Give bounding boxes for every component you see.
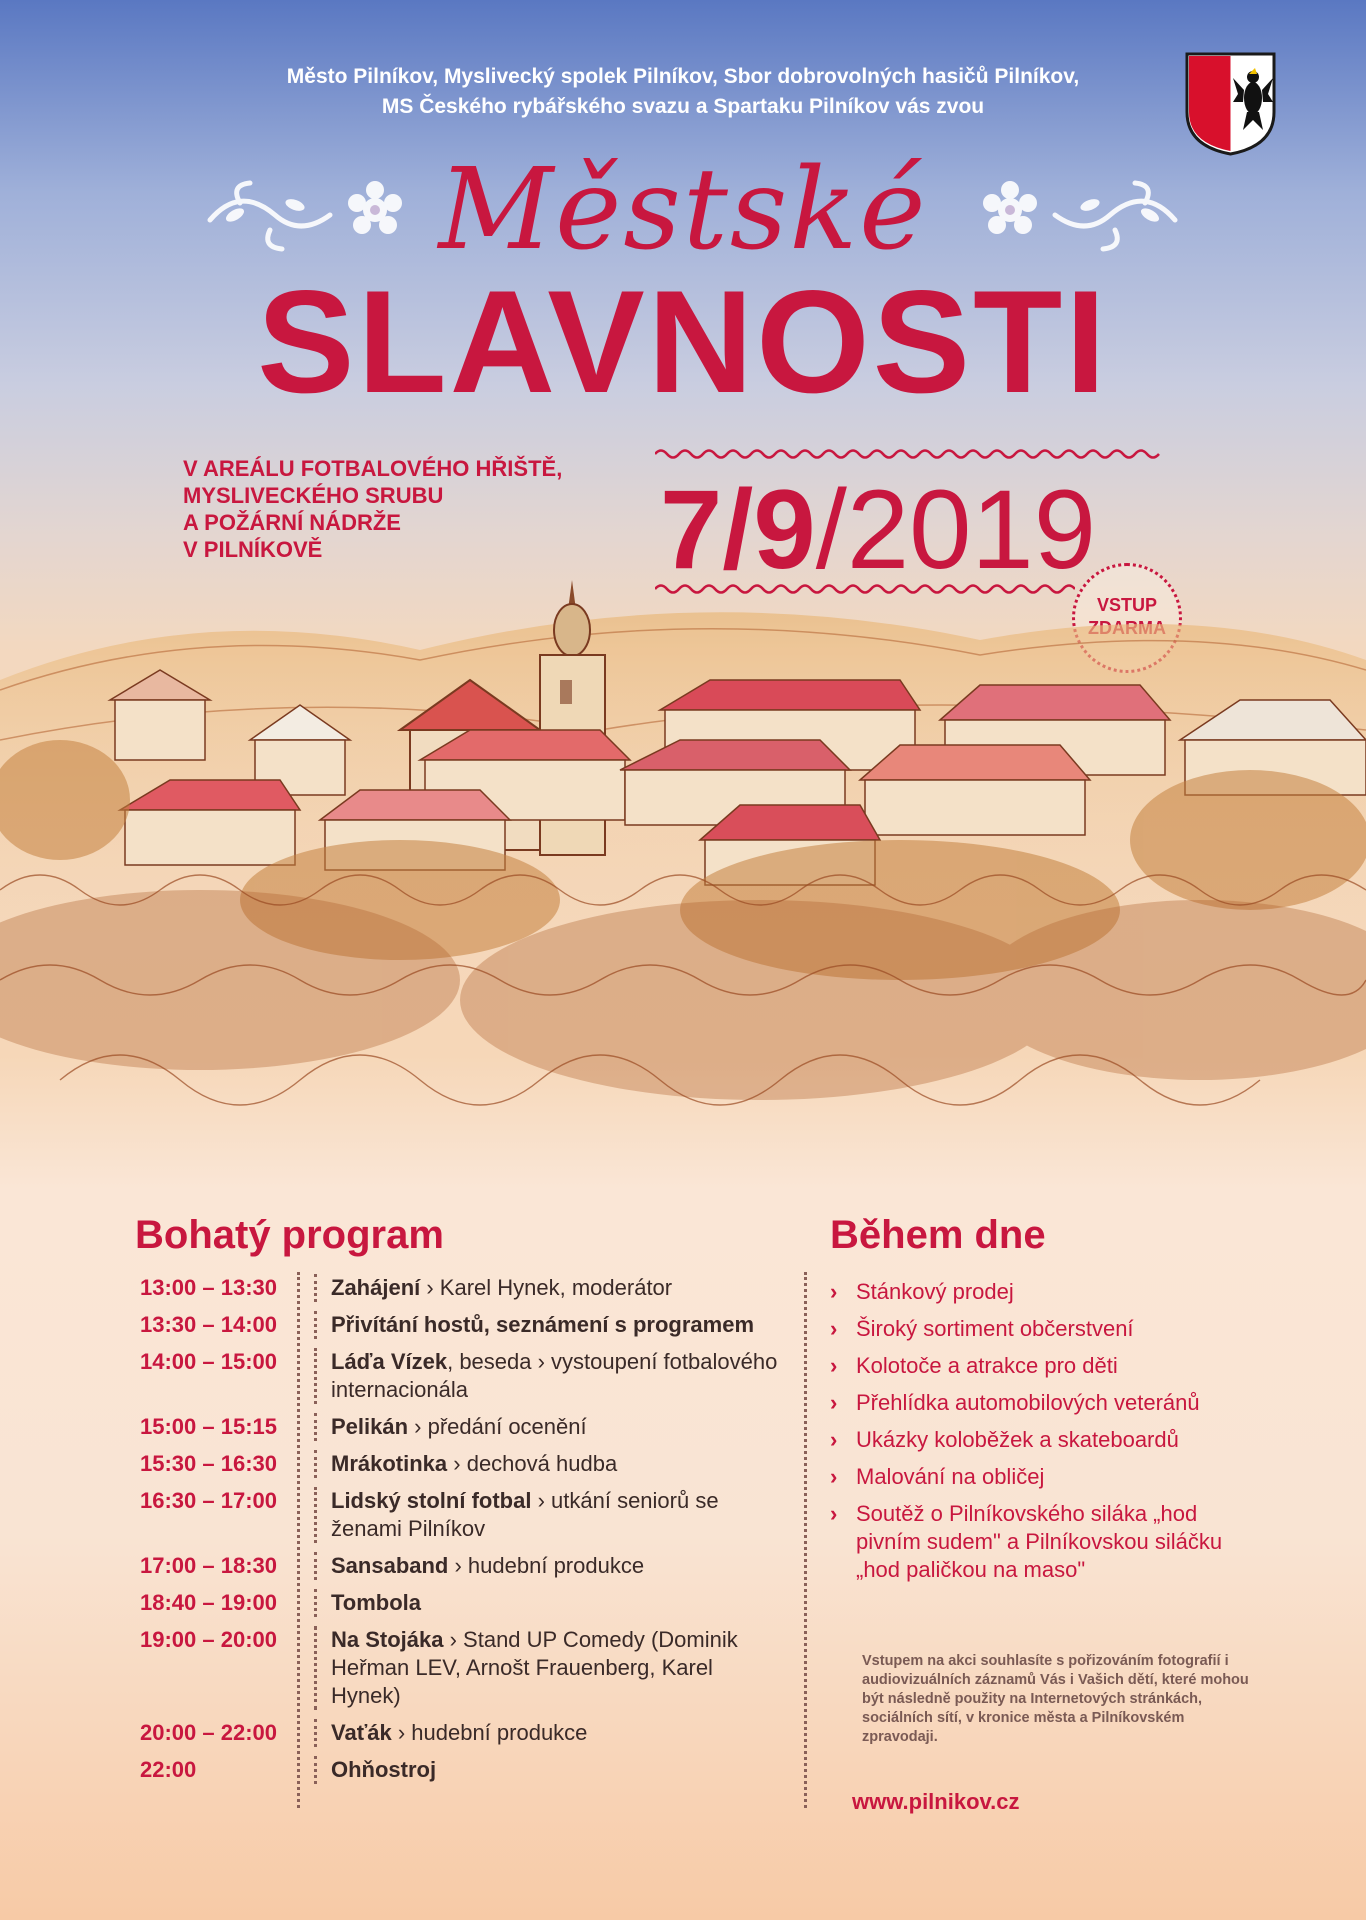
schedule-item-name: Ohňostroj — [331, 1757, 437, 1782]
schedule-time: 15:30 – 16:30 — [140, 1451, 277, 1476]
list-item: › Ukázky koloběžek a skateboardů — [830, 1426, 1250, 1454]
schedule-row — [140, 1552, 780, 1580]
schedule-item-detail: › předání ocenění — [408, 1414, 587, 1439]
schedule-item-detail: › dechová hudba — [447, 1451, 618, 1476]
list-item: › Přehlídka automobilových veteránů — [830, 1389, 1250, 1417]
schedule-row — [140, 1719, 780, 1747]
date-day: 7 — [660, 467, 723, 592]
schedule-row — [140, 1311, 780, 1339]
wavy-line-top — [655, 445, 1160, 463]
list-item: › Soutěž o Pilníkovského siláka „hod pivním sudem" a Pilníkovskou siláčku „hod paličkou na maso" — [830, 1500, 1250, 1584]
schedule-item-name: Sansaband — [331, 1553, 449, 1578]
schedule-time: 20:00 – 22:00 — [140, 1720, 277, 1745]
during-day-list — [830, 1278, 1250, 1593]
venue-text — [183, 455, 562, 563]
pilnikov-crest-icon — [1183, 50, 1278, 158]
schedule-item-detail: › hudební produkce — [391, 1720, 588, 1745]
date-year: 2019 — [846, 467, 1096, 592]
schedule-row — [140, 1487, 780, 1543]
schedule-item-name: Vaťák — [331, 1720, 392, 1745]
column-divider — [804, 1272, 807, 1808]
schedule-item-name: Zahájení — [331, 1275, 421, 1300]
venue-line: V AREÁLU FOTBALOVÉHO HŘIŠTĚ, — [183, 456, 563, 481]
event-date: 7/9/2019 — [660, 467, 1096, 592]
title-script: Městské — [438, 145, 928, 275]
schedule-row — [140, 1589, 780, 1617]
schedule-row — [140, 1756, 780, 1784]
schedule-item-detail: , beseda › vystoupení fotbalového internacionála — [331, 1349, 778, 1402]
organizers-header — [0, 62, 1366, 122]
during-day-title: Během dne — [830, 1213, 1046, 1257]
organizers-line-2: MS Českého rybářského svazu a Spartaku Pilníkov vás zvou — [381, 95, 985, 118]
schedule-row — [140, 1274, 780, 1302]
schedule-item-name: Mrákotinka — [331, 1451, 448, 1476]
schedule-table — [140, 1274, 780, 1793]
schedule-item-name: Tombola — [331, 1590, 422, 1615]
venue-line: A POŽÁRNÍ NÁDRŽE — [183, 510, 401, 535]
schedule-time: 17:00 – 18:30 — [140, 1553, 277, 1578]
list-item: › Stánkový prodej — [830, 1278, 1250, 1306]
badge-line-1: VSTUP — [1096, 595, 1157, 615]
schedule-item-name: Pelikán — [331, 1414, 409, 1439]
schedule-time: 13:30 – 14:00 — [140, 1312, 277, 1337]
schedule-row — [140, 1626, 780, 1710]
schedule-item-name: Na Stojáka — [331, 1627, 444, 1652]
schedule-item-name: Lidský stolní fotbal — [331, 1488, 532, 1513]
list-item: › Široký sortiment občerstvení — [830, 1315, 1250, 1343]
photo-consent-disclaimer: Vstupem na akci souhlasíte s pořizováním fotografií i audiovizuálních záznamů Vás i Vašich dětí, které mohou být následně použity na Internetových stránkách, sociálních sítí, v kronice města a Pilníkovském zpravodaji. — [862, 1653, 1249, 1745]
schedule-item-name: Přivítání hostů, seznámení s programem — [331, 1312, 755, 1337]
list-item: › Kolotoče a atrakce pro děti — [830, 1352, 1250, 1380]
schedule-row — [140, 1348, 780, 1404]
website-link[interactable]: www.pilnikov.cz — [852, 1789, 1020, 1814]
venue-line: MYSLIVECKÉHO SRUBU — [183, 483, 444, 508]
schedule-item-name: Láďa Vízek — [331, 1349, 448, 1374]
schedule-time: 22:00 — [140, 1757, 197, 1782]
date-month: 9 — [753, 467, 816, 592]
schedule-item-detail: › hudební produkce — [448, 1553, 645, 1578]
schedule-item-detail: › Stand UP Comedy (Dominik Heřman LEV, Arnošt Frauenberg, Karel Hynek) — [331, 1627, 738, 1708]
schedule-row — [140, 1450, 780, 1478]
town-illustration — [0, 560, 1366, 1200]
title-main: SLAVNOSTI — [257, 260, 1109, 423]
schedule-time: 19:00 – 20:00 — [140, 1627, 277, 1652]
schedule-time: 13:00 – 13:30 — [140, 1275, 277, 1300]
schedule-time: 18:40 – 19:00 — [140, 1590, 277, 1615]
schedule-time: 16:30 – 17:00 — [140, 1488, 277, 1513]
schedule-row — [140, 1413, 780, 1441]
schedule-item-detail: › utkání seniorů se ženami Pilníkov — [331, 1488, 719, 1541]
schedule-time: 15:00 – 15:15 — [140, 1414, 277, 1439]
schedule-time: 14:00 – 15:00 — [140, 1349, 277, 1374]
organizers-line-1: Město Pilníkov, Myslivecký spolek Pilníkov, Sbor dobrovolných hasičů Pilníkov, — [286, 65, 1080, 88]
list-item: › Malování na obličej — [830, 1463, 1250, 1491]
program-title: Bohatý program — [135, 1213, 444, 1257]
venue-line: V PILNÍKOVĚ — [183, 537, 323, 562]
schedule-item-detail: › Karel Hynek, moderátor — [420, 1275, 673, 1300]
